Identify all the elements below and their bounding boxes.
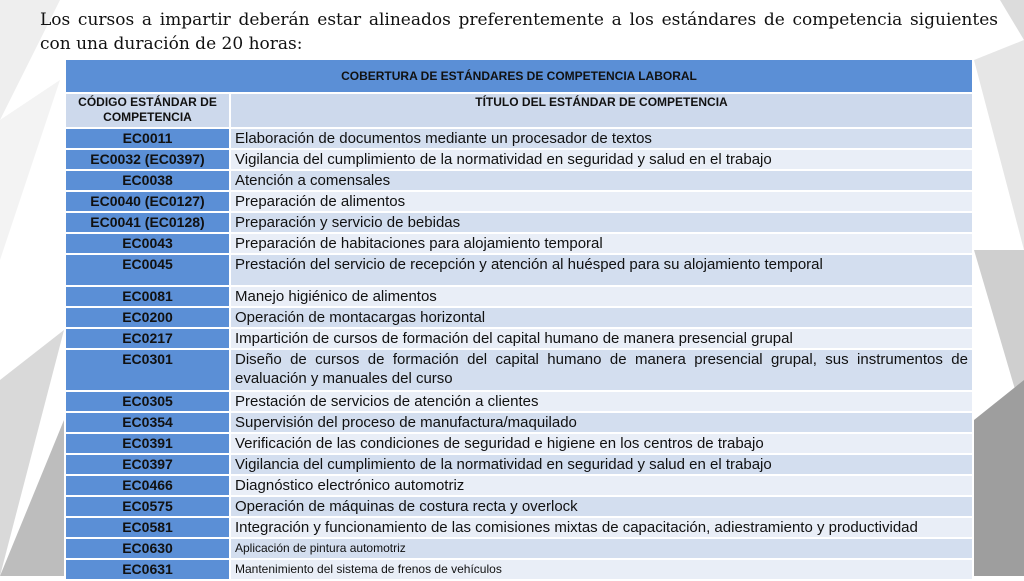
table-row (65, 454, 973, 475)
standard-code: EC0011 (65, 128, 230, 149)
standard-code: EC0354 (65, 412, 230, 433)
table-row (65, 128, 973, 149)
standard-title: Vigilancia del cumplimiento de la normatividad en seguridad y salud en el trabajo (230, 149, 973, 170)
standard-title: Operación de montacargas horizontal (230, 307, 973, 328)
standard-code: EC0391 (65, 433, 230, 454)
standard-title: Manejo higiénico de alimentos (230, 286, 973, 307)
standard-code: EC0040 (EC0127) (65, 191, 230, 212)
standard-code: EC0466 (65, 475, 230, 496)
standard-title: Supervisión del proceso de manufactura/maquilado (230, 412, 973, 433)
standard-code: EC0032 (EC0397) (65, 149, 230, 170)
table-row (65, 496, 973, 517)
standard-code: EC0043 (65, 233, 230, 254)
standard-code: EC0631 (65, 559, 230, 580)
table-row (65, 517, 973, 538)
standard-code: EC0630 (65, 538, 230, 559)
standard-code: EC0575 (65, 496, 230, 517)
standard-title: Impartición de cursos de formación del capital humano de manera presencial grupal (230, 328, 973, 349)
standard-title: Verificación de las condiciones de seguridad e higiene en los centros de trabajo (230, 433, 973, 454)
standard-title: Diagnóstico electrónico automotriz (230, 475, 973, 496)
standard-code: EC0041 (EC0128) (65, 212, 230, 233)
standard-title: Diseño de cursos de formación del capital humano de manera presencial grupal, sus instrumentos de evaluación y manuales del curso (230, 349, 973, 391)
table-row (65, 559, 973, 580)
standard-title: Vigilancia del cumplimiento de la normatividad en seguridad y salud en el trabajo (230, 454, 973, 475)
standard-title: Prestación de servicios de atención a clientes (230, 391, 973, 412)
standard-code: EC0081 (65, 286, 230, 307)
table-row (65, 149, 973, 170)
standard-title: Operación de máquinas de costura recta y overlock (230, 496, 973, 517)
standard-code: EC0305 (65, 391, 230, 412)
column-header-code: CÓDIGO ESTÁNDAR DE COMPETENCIA (65, 93, 230, 128)
table-row (65, 328, 973, 349)
standard-title: Aplicación de pintura automotriz (230, 538, 973, 559)
standard-title: Preparación de alimentos (230, 191, 973, 212)
standard-code: EC0038 (65, 170, 230, 191)
table-row (65, 433, 973, 454)
standard-title: Mantenimiento del sistema de frenos de vehículos (230, 559, 973, 580)
standard-code: EC0045 (65, 254, 230, 286)
table-row (65, 307, 973, 328)
competency-standards-table (64, 58, 974, 581)
table-row (65, 233, 973, 254)
table-title: COBERTURA DE ESTÁNDARES DE COMPETENCIA LABORAL (65, 59, 973, 93)
table-row (65, 538, 973, 559)
standard-code: EC0397 (65, 454, 230, 475)
table-row (65, 286, 973, 307)
standard-title: Integración y funcionamiento de las comisiones mixtas de capacitación, adiestramiento y productividad (230, 517, 973, 538)
table-row (65, 254, 973, 286)
intro-paragraph: Los cursos a impartir deberán estar alineados preferentemente a los estándares de competencia siguientes con una duración de 20 horas: (40, 10, 998, 54)
table-row (65, 391, 973, 412)
table-row (65, 349, 973, 391)
table-row (65, 212, 973, 233)
column-header-title: TÍTULO DEL ESTÁNDAR DE COMPETENCIA (230, 93, 973, 128)
standard-title: Elaboración de documentos mediante un procesador de textos (230, 128, 973, 149)
table-row (65, 412, 973, 433)
standard-title: Prestación del servicio de recepción y atención al huésped para su alojamiento temporal (230, 254, 973, 286)
table-row (65, 475, 973, 496)
standard-code: EC0200 (65, 307, 230, 328)
standard-title: Atención a comensales (230, 170, 973, 191)
standard-title: Preparación de habitaciones para alojamiento temporal (230, 233, 973, 254)
standard-code: EC0301 (65, 349, 230, 391)
table-row (65, 170, 973, 191)
table-row (65, 191, 973, 212)
standard-code: EC0217 (65, 328, 230, 349)
standard-code: EC0581 (65, 517, 230, 538)
standard-title: Preparación y servicio de bebidas (230, 212, 973, 233)
